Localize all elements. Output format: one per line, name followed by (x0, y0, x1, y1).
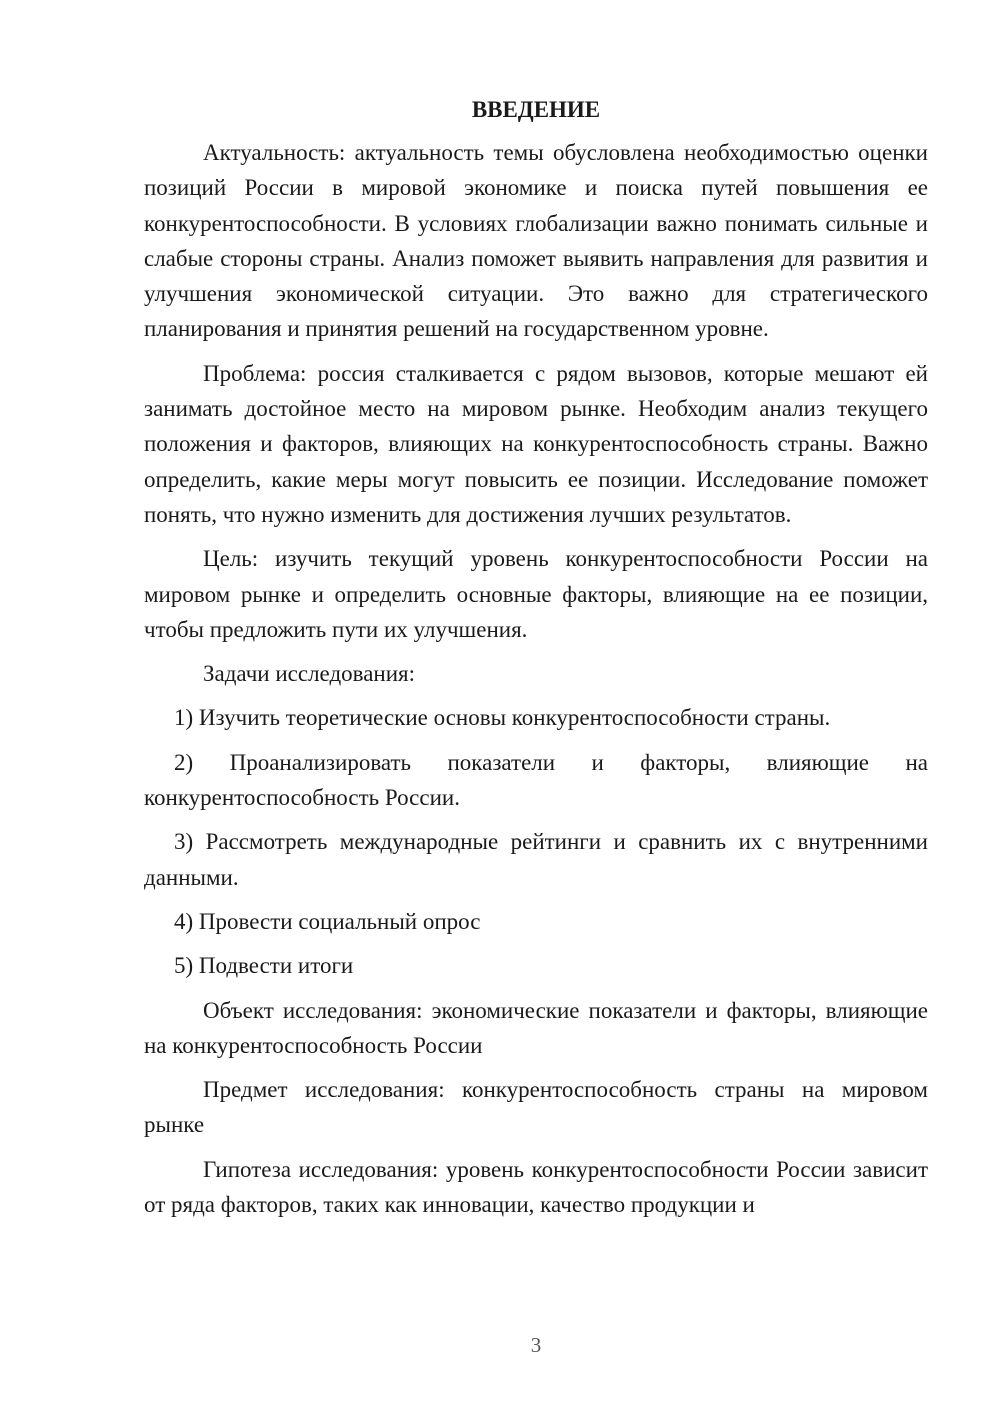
task-item: 5) Подвести итоги (174, 953, 354, 979)
problem-paragraph: Проблема: россия сталкивается с рядом вызовов, которые мешают ей занимать достойное место на мировом рынке. Необходим анализ текущего положения и факторов, влияющих на конкурентоспособность страны. Важно определить, какие меры могут повысить ее позиции. Исследование поможет понять, что нужно изменить для достижения лучших результатов. (144, 360, 928, 527)
relevance-paragraph: Актуальность: актуальность темы обусловлена необходимостью оценки позиций России в мировой экономике и поиска путей повышения ее конкурентоспособности. В условиях глобализации важно понимать сильные и слабые стороны страны. Анализ поможет выявить направления для развития и улучшения экономической ситуации. Это важно для стратегического планирования и принятия решений на государственном уровне. (144, 140, 928, 342)
page-number: 3 (530, 1333, 542, 1357)
task-item: 3) Рассмотреть международные рейтинги и сравнить их с внутренними данными. (144, 829, 928, 890)
object-paragraph: Объект исследования: экономические показатели и факторы, влияющие на конкурентоспособность России (144, 997, 928, 1058)
hypothesis-paragraph: Гипотеза исследования: уровень конкурентоспособности России зависит от ряда факторов, таких как инновации, качество продукции и (144, 1156, 928, 1218)
subject-paragraph: Предмет исследования: конкурентоспособность страны на мировом рынке (144, 1077, 928, 1138)
tasks-heading: Задачи исследования: (203, 661, 416, 687)
page-content (144, 92, 928, 1231)
task-item: 1) Изучить теоретические основы конкурентоспособности страны. (174, 705, 831, 731)
section-title: ВВЕДЕНИЕ (471, 97, 601, 122)
task-item: 4) Провести социальный опрос (174, 908, 481, 934)
task-item: 2) Проанализировать показатели и факторы, влияющие на конкурентоспособность России. (144, 749, 928, 811)
goal-paragraph: Цель: изучить текущий уровень конкурентоспособности России на мировом рынке и определить основные факторы, влияющие на ее позиции, чтобы предложить пути их улучшения. (144, 546, 928, 642)
